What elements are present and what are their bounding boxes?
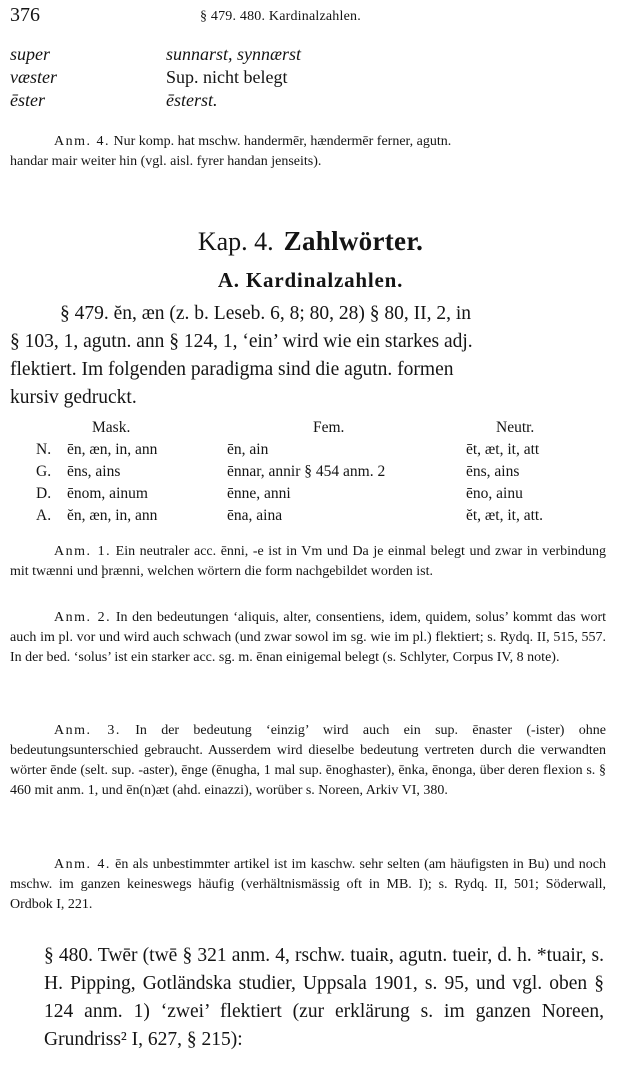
forms-cell: ēsterst. — [166, 90, 218, 110]
word-cell: super — [10, 44, 50, 64]
paragraph-479 — [10, 300, 606, 412]
mask-form: ēn, æn, in, ann — [67, 441, 158, 458]
note-text: handar mair weiter hin (vgl. aisl. fyrer handan jenseits). — [10, 154, 322, 169]
forms-cell: sunnarst, synnærst — [166, 44, 302, 64]
chapter-heading — [0, 226, 621, 257]
mask-form: ēns, ains — [67, 463, 121, 480]
note-text: Nur komp. hat mschw. handermēr, hændermēr ferner, agutn. — [113, 134, 452, 149]
note-anm-1 — [10, 542, 606, 582]
column-header-neutr: Neutr. — [496, 419, 535, 436]
forms-cell: Sup. nicht belegt — [166, 67, 288, 87]
paradigm-row-dative — [36, 485, 606, 507]
case-label: N. — [36, 441, 52, 458]
neutr-form: ĕt, æt, it, att. — [466, 507, 544, 524]
case-label: G. — [36, 463, 52, 480]
text-line: § 103, 1, agutn. ann § 124, 1, ‘ein’ wird wie ein starkes adj. — [10, 331, 473, 352]
table-row — [10, 44, 610, 67]
paradigm-row-nominative — [36, 441, 606, 463]
table-row — [10, 90, 610, 113]
paradigm-table — [36, 419, 606, 529]
note-label: Anm. 1. — [54, 544, 112, 559]
paragraph-480 — [10, 942, 604, 1054]
note-label: Anm. 3. — [54, 723, 121, 738]
note-anm-3 — [10, 721, 606, 801]
column-header-mask: Mask. — [92, 419, 131, 436]
neutr-form: ēns, ains — [466, 463, 520, 480]
fem-form: ēn, ain — [227, 441, 269, 458]
comparison-table — [10, 44, 610, 113]
note-label: Anm. 4. — [54, 857, 111, 872]
running-head: § 479. 480. Kardinalzahlen. — [200, 9, 361, 24]
word-cell: ēster — [10, 90, 45, 110]
note-text: Ein neutraler acc. ēnni, -e ist in Vm und Da je einmal belegt und zwar in verbindung mit twænni und þrænni, welchen wörtern die form nachgebildet worden ist. — [10, 544, 607, 579]
paragraph-text: § 480. Twēr (twē § 321 anm. 4, rschw. tuaiʀ, agutn. tueir, d. h. *tuair, s. H. Pipping, Gotländska studier, Uppsala 1901, s. 95, und vgl. oben § 124 anm. 1) ‘zwei’ flektiert (zur erklärung s. im ganzen Noreen, Grundriss² I, 627, § 215): — [44, 945, 604, 1050]
text-line: flektiert. Im folgenden paradigma sind die agutn. formen — [10, 359, 454, 380]
note-text: In den bedeutungen ‘aliquis, alter, consentiens, idem, quidem, solus’ kommt das wort auch im pl. vor und wird auch schwach (und zwar sowol im sg. wie im pl.) flektiert; s. Rydq. II, 515, 557. In der bed. ‘solus’ ist ein starker acc. sg. m. ēnan einigemal belegt (s. Schlyter, Corpus IV, 8 note). — [10, 610, 607, 665]
note-anm-2 — [10, 608, 606, 668]
note-anm-4 — [10, 855, 606, 915]
neutr-form: ēt, æt, it, att — [466, 441, 540, 458]
mask-form: ĕn, æn, in, ann — [67, 507, 158, 524]
word-cell: væster — [10, 67, 57, 87]
text-line: kursiv gedruckt. — [10, 387, 137, 408]
chapter-number: Kap. 4. — [197, 227, 274, 256]
fem-form: ēna, aina — [227, 507, 283, 524]
page-header — [10, 4, 611, 28]
note-text: ēn als unbestimmter artikel ist im kaschw. sehr selten (am häufigsten in Bu) und noch mschw. im ganzen keineswegs häufig (verhältnismässig oft in MB. I); s. Rydq. II, 501; Söderwall, Ordbok I, 221. — [10, 857, 606, 912]
section-heading: A. Kardinalzahlen. — [217, 268, 404, 292]
table-row — [10, 67, 610, 90]
column-header-fem: Fem. — [313, 419, 345, 436]
page-number: 376 — [10, 4, 40, 26]
paradigm-row-accusative — [36, 507, 606, 529]
fem-form: ēnnar, annir § 454 anm. 2 — [227, 463, 386, 480]
neutr-form: ēno, ainu — [466, 485, 523, 502]
note-anm-4-top — [10, 132, 606, 172]
note-text: In der bedeutung ‘einzig’ wird auch ein sup. ēnaster (-ister) ohne bedeutungsunterschied gebraucht. Ausserdem wird dieselbe bedeutung vertreten durch die verwandten wörter ēnde (selt. sup. -aster), ēnge (ēnugha, 1 mal sup. ēnoghaster), ēnka, ēnonga, über deren flexion s. § 460 mit anm. 1, und ēn(n)æt (ahd. einazzi), worüber s. Noreen, Arkiv VI, 380. — [10, 723, 607, 798]
case-label: A. — [36, 507, 52, 524]
note-label: Anm. 4. — [54, 134, 110, 149]
text-line: § 479. ĕn, æn (z. b. Leseb. 6, 8; 80, 28) § 80, II, 2, in — [60, 303, 472, 324]
mask-form: ēnom, ainum — [67, 485, 148, 502]
paradigm-row-genitive — [36, 463, 606, 485]
chapter-title: Zahlwörter. — [283, 226, 424, 256]
paradigm-header-row — [36, 419, 606, 441]
case-label: D. — [36, 485, 52, 502]
note-label: Anm. 2. — [54, 610, 112, 625]
fem-form: ēnne, anni — [227, 485, 291, 502]
